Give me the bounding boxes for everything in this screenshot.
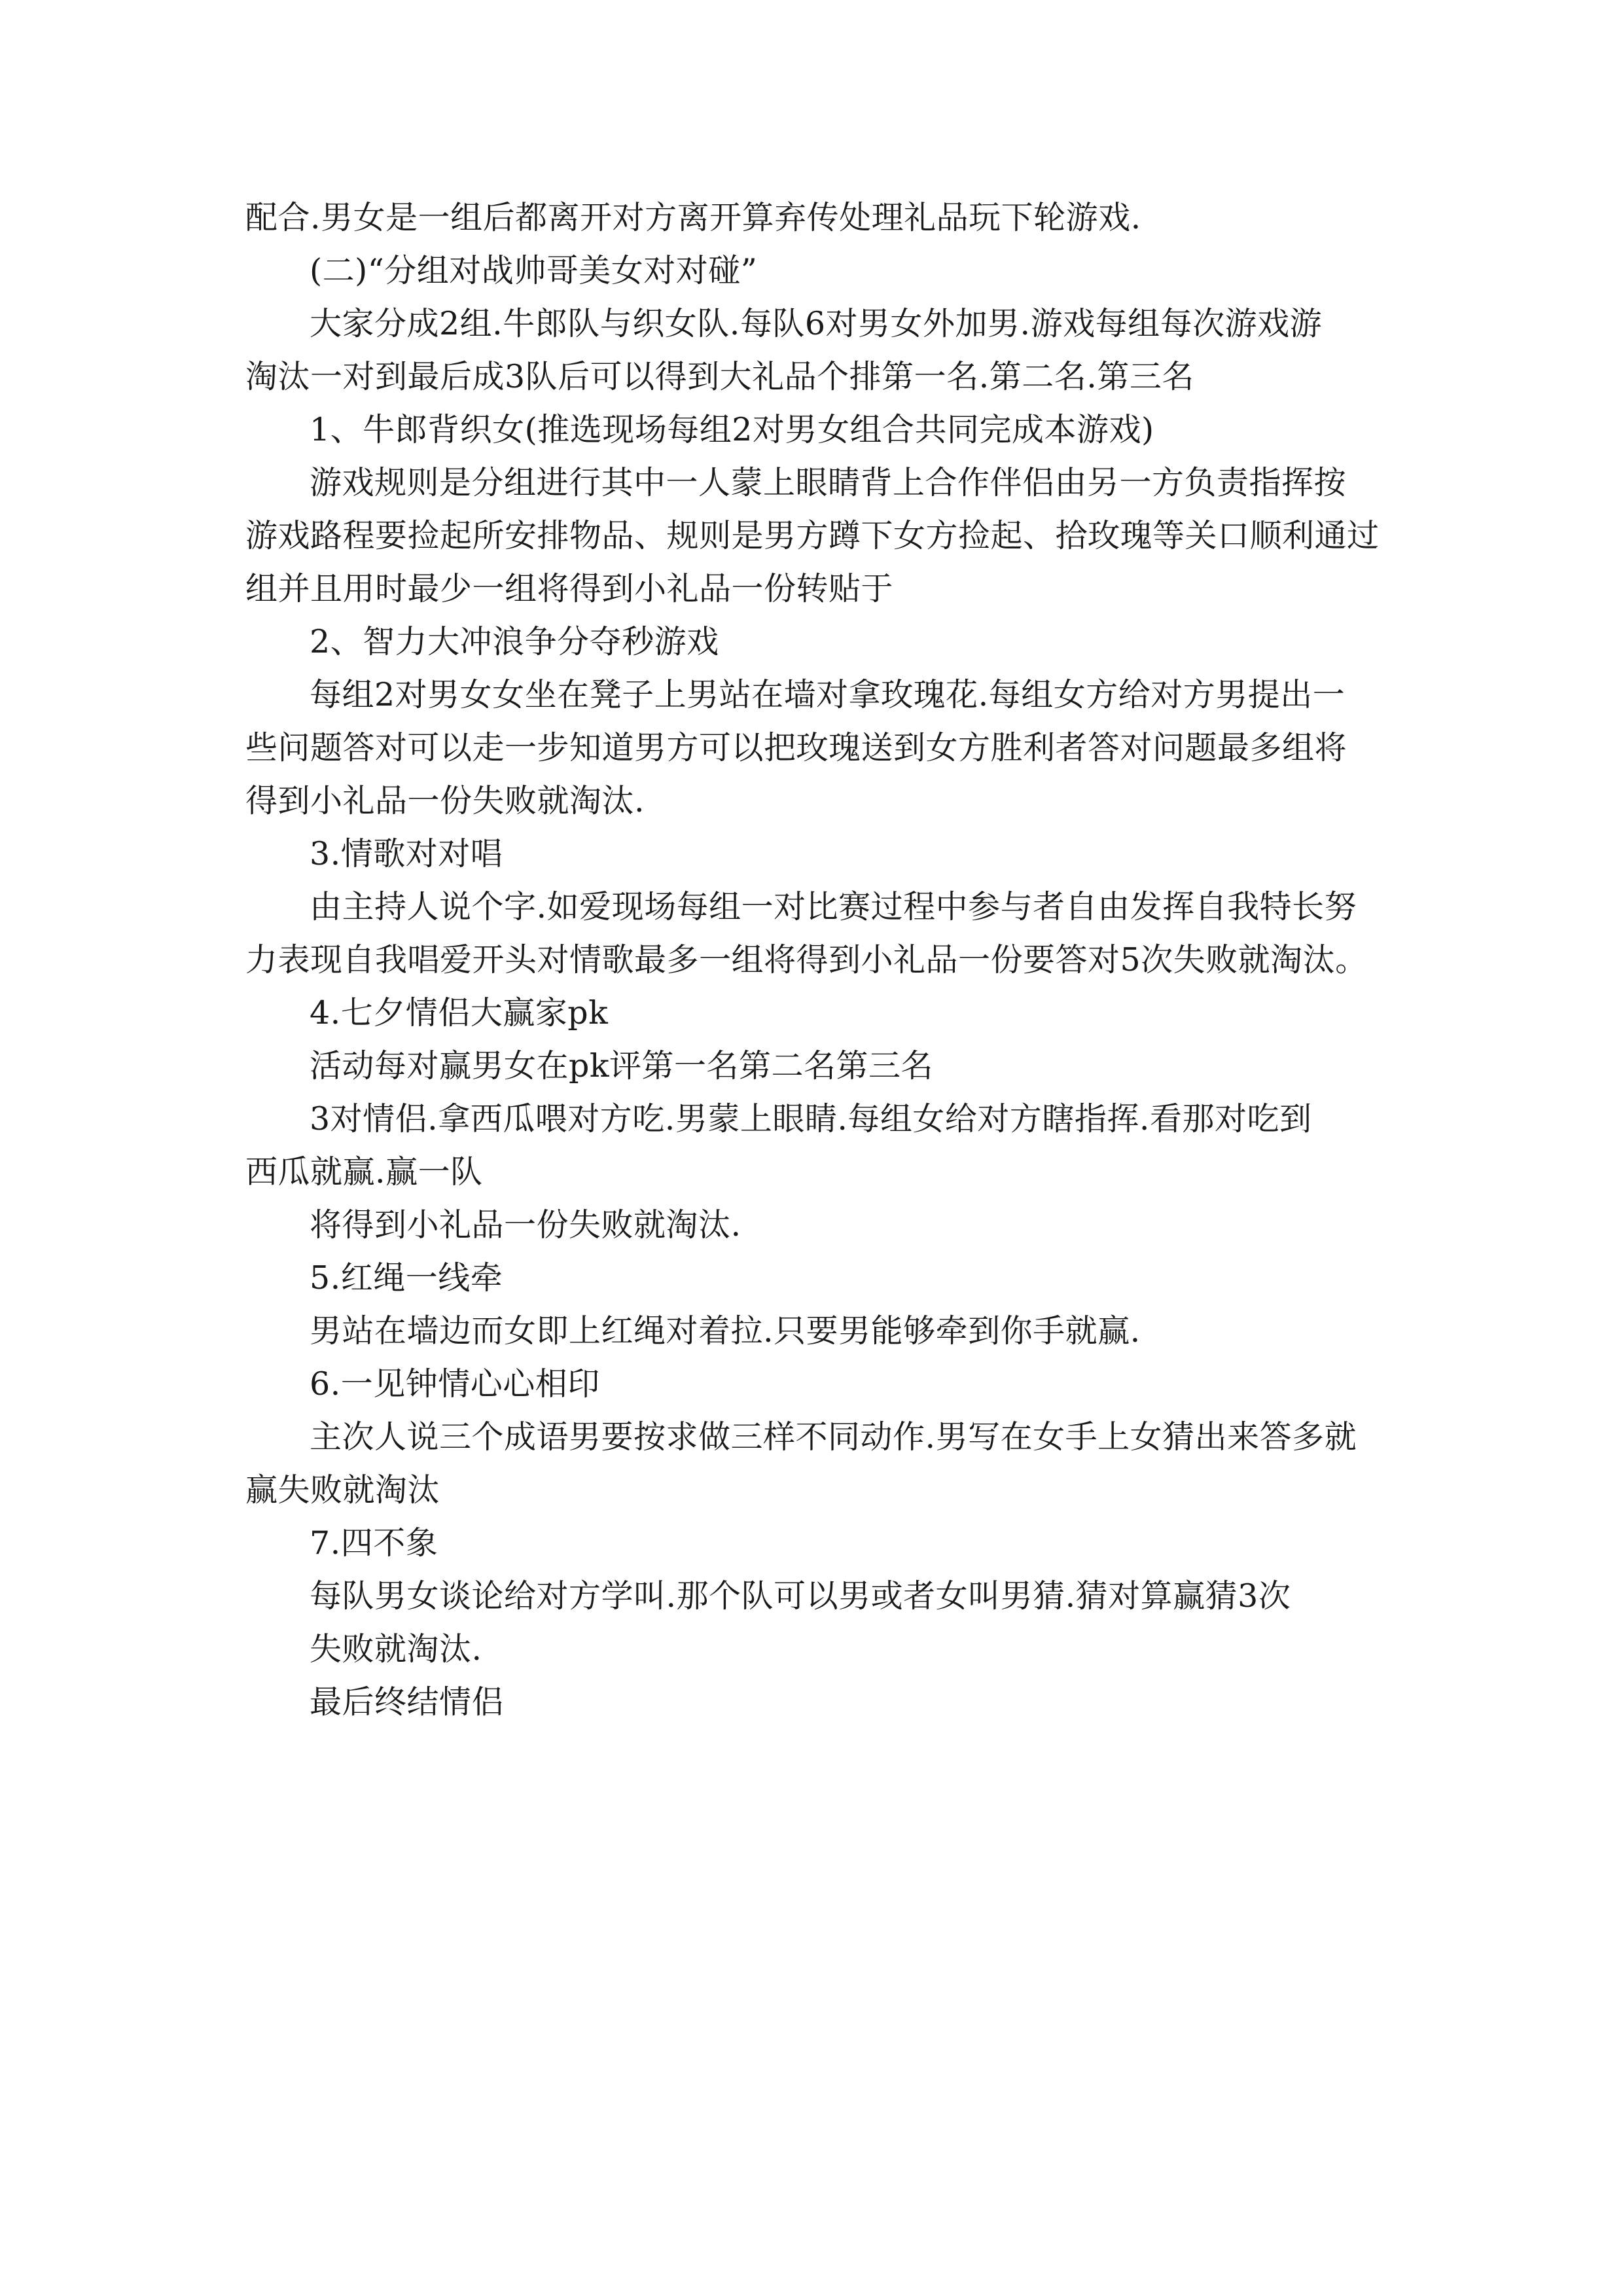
text-line: 最后终结情侣 (310, 1683, 505, 1721)
text-line: 失败就淘汰. (310, 1630, 482, 1668)
text-line: (二)“分组对战帅哥美女对对碰” (310, 252, 758, 289)
document-body (245, 191, 1397, 1729)
text-line: 组并且用时最少一组将得到小礼品一份转贴于 (245, 570, 894, 607)
text-line: 配合.男女是一组后都离开对方离开算弃传处理礼品玩下轮游戏. (245, 199, 1141, 236)
text-line: 大家分成2组.牛郎队与织女队.每队6对男女外加男.游戏每组每次游戏游 (310, 305, 1323, 342)
text-line: 2、智力大冲浪争分夺秒游戏 (310, 623, 719, 660)
text-line: 3.情歌对对唱 (310, 835, 503, 872)
text-line: 些问题答对可以走一步知道男方可以把玫瑰送到女方胜利者答对问题最多组将 (245, 729, 1347, 766)
text-line: 1、牛郎背织女(推选现场每组2对男女组合共同完成本游戏) (310, 411, 1154, 448)
text-line: 3对情侣.拿西瓜喂对方吃.男蒙上眼睛.每组女给对方瞎指挥.看那对吃到 (310, 1100, 1312, 1138)
text-line: 淘汰一对到最后成3队后可以得到大礼品个排第一名.第二名.第三名 (245, 358, 1194, 395)
text-line: 男站在墙边而女即上红绳对着拉.只要男能够牵到你手就赢. (310, 1312, 1141, 1350)
text-line: 7.四不象 (310, 1524, 438, 1562)
text-line: 力表现自我唱爱开头对情歌最多一组将得到小礼品一份要答对5次失败就淘汰。 (245, 941, 1368, 978)
text-line: 得到小礼品一份失败就淘汰. (245, 782, 645, 819)
text-line: 西瓜就赢.赢一队 (245, 1153, 483, 1191)
text-line: 主次人说三个成语男要按求做三样不同动作.男写在女手上女猜出来答多就 (310, 1418, 1357, 1456)
text-line: 将得到小礼品一份失败就淘汰. (310, 1206, 741, 1244)
text-line: 赢失败就淘汰 (245, 1471, 440, 1509)
text-line: 每队男女谈论给对方学叫.那个队可以男或者女叫男猜.猜对算赢猜3次 (310, 1577, 1291, 1615)
text-line: 游戏路程要捡起所安排物品、规则是男方蹲下女方捡起、拾玫瑰等关口顺利通过 (245, 517, 1380, 554)
text-line: 4.七夕情侣大赢家pk (310, 994, 609, 1031)
text-line: 每组2对男女女坐在凳子上男站在墙对拿玫瑰花.每组女方给对方男提出一 (310, 676, 1346, 713)
text-line: 游戏规则是分组进行其中一人蒙上眼睛背上合作伴侣由另一方负责指挥按 (310, 464, 1347, 501)
text-line: 5.红绳一线牵 (310, 1259, 503, 1297)
text-line: 活动每对赢男女在pk评第一名第二名第三名 (310, 1047, 934, 1085)
text-line: 6.一见钟情心心相印 (310, 1365, 600, 1403)
text-line: 由主持人说个字.如爱现场每组一对比赛过程中参与者自由发挥自我特长努 (310, 888, 1357, 925)
